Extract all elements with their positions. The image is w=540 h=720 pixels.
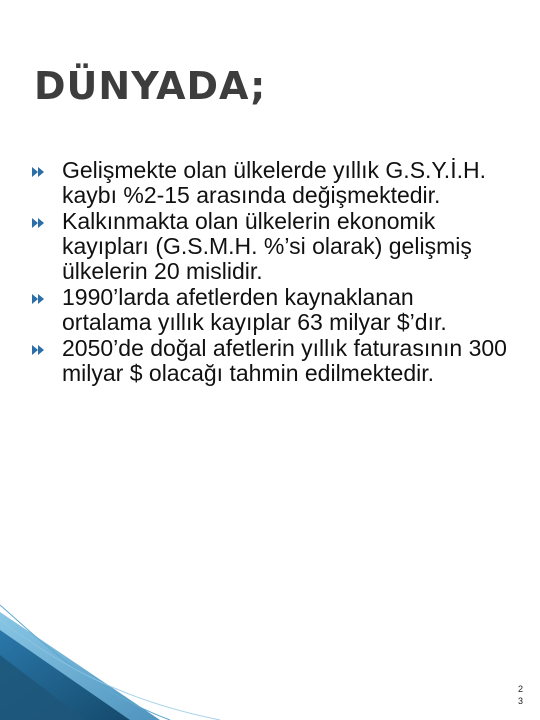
bullet-text: 1990’larda afetlerden kaynaklanan ortalama yıllık kayıplar 63 milyar $’dır. xyxy=(62,284,447,335)
page-number-digit: 2 xyxy=(518,684,524,694)
bullet-text: 2050’de doğal afetlerin yıllık faturasının 300 milyar $ olacağı tahmin edilmektedir. xyxy=(62,335,507,386)
bullet-text: Kalkınmakta olan ülkelerin ekonomik kayıpları (G.S.M.H. %’si olarak) gelişmiş ülkelerin 20 mislidir. xyxy=(62,208,472,284)
bullet-text: Gelişmekte olan ülkelerde yıllık G.S.Y.İ.H. kaybı %2-15 arasında değişmektedir. xyxy=(62,157,486,208)
page-number xyxy=(518,683,523,707)
page-number-digit: 3 xyxy=(518,696,524,706)
slide-title: DÜNYADA; xyxy=(34,64,267,108)
